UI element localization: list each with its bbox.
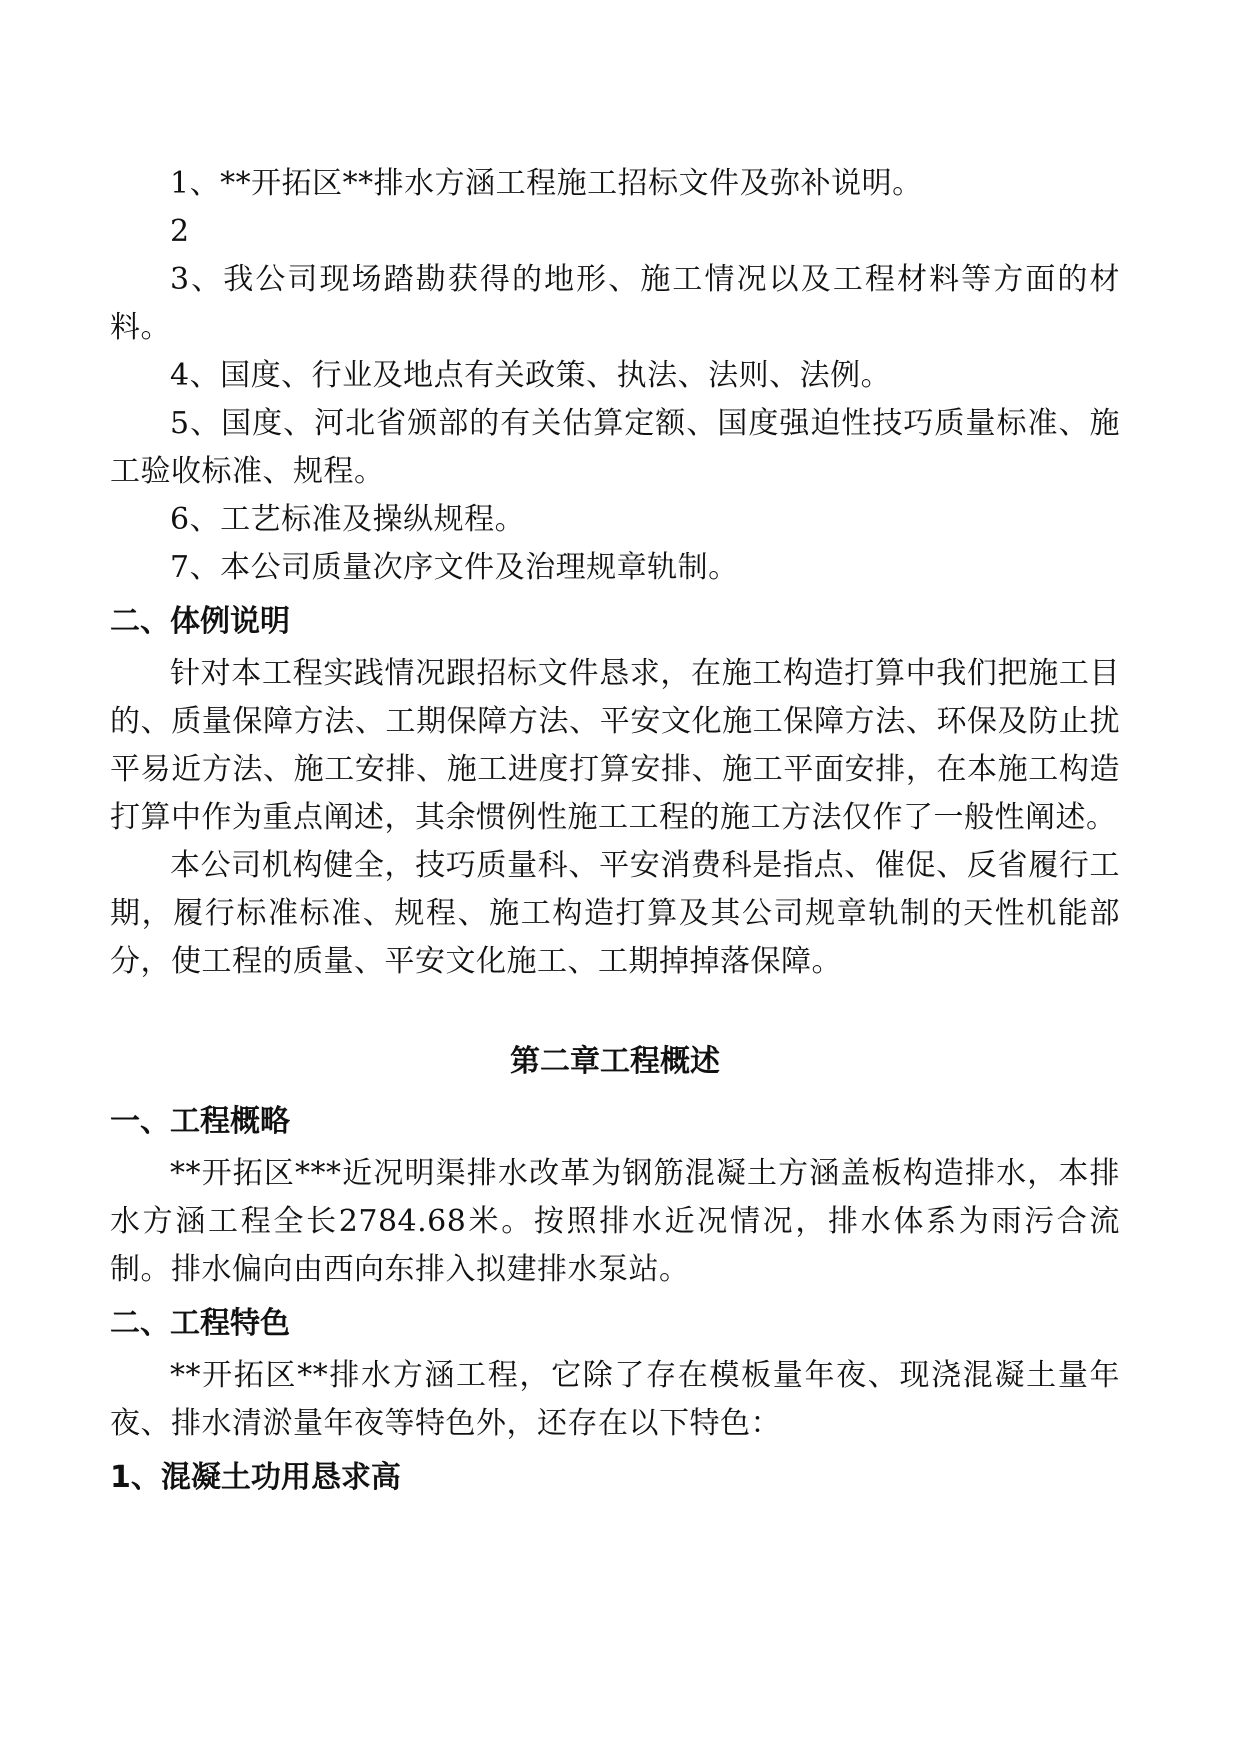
- style-paragraph-2: 本公司机构健全，技巧质量科、平安消费科是指点、催促、反省履行工期，履行标准标准、规程、施工构造打算及其公司规章轨制的天性机能部分，使工程的质量、平安文化施工、工期掉掉落保障。: [110, 848, 1120, 979]
- basis-item-3: 3、我公司现场踏勘获得的地形、施工情况以及工程材料等方面的材料。: [110, 262, 1120, 345]
- basis-item-4: 4、国度、行业及地点有关政策、执法、法则、法例。: [170, 358, 892, 393]
- overview-paragraph: **开拓区***近况明渠排水改革为钢筋混凝土方涵盖板构造排水，本排水方涵工程全长2784.68米。按照排水近况情况，排水体系为雨污合流制。排水偏向由西向东排入拟建排水泵站。: [110, 1156, 1120, 1287]
- basis-item-1: 1、**开拓区**排水方涵工程施工招标文件及弥补说明。: [170, 166, 923, 201]
- basis-item-6: 6、工艺标准及操纵规程。: [170, 502, 526, 537]
- section-heading-overview: 一、工程概略: [110, 1104, 290, 1139]
- basis-item-5: 5、国度、河北省颁部的有关估算定额、国度强迫性技巧质量标准、施工验收标准、规程。: [110, 406, 1120, 489]
- style-paragraph-1: 针对本工程实践情况跟招标文件恳求，在施工构造打算中我们把施工目的、质量保障方法、工期保障方法、平安文化施工保障方法、环保及防止扰平易近方法、施工安排、施工进度打算安排、施工平面安排，在本施工构造打算中作为重点阐述，其余惯例性施工工程的施工方法仅作了一般性阐述。: [110, 656, 1120, 835]
- section-heading-style: 二、体例说明: [110, 604, 290, 639]
- section-heading-features: 二、工程特色: [110, 1306, 290, 1341]
- basis-item-2: 2: [170, 214, 190, 249]
- features-paragraph: **开拓区**排水方涵工程，它除了存在模板量年夜、现浇混凝土量年夜、排水清淤量年夜等特色外，还存在以下特色：: [110, 1358, 1120, 1441]
- chapter-title: 第二章工程概述: [510, 1044, 720, 1079]
- basis-item-7: 7、本公司质量次序文件及治理规章轨制。: [170, 550, 739, 585]
- subsection-heading-concrete: 1、混凝土功用恳求高: [110, 1460, 401, 1495]
- document-page: [110, 160, 1120, 1506]
